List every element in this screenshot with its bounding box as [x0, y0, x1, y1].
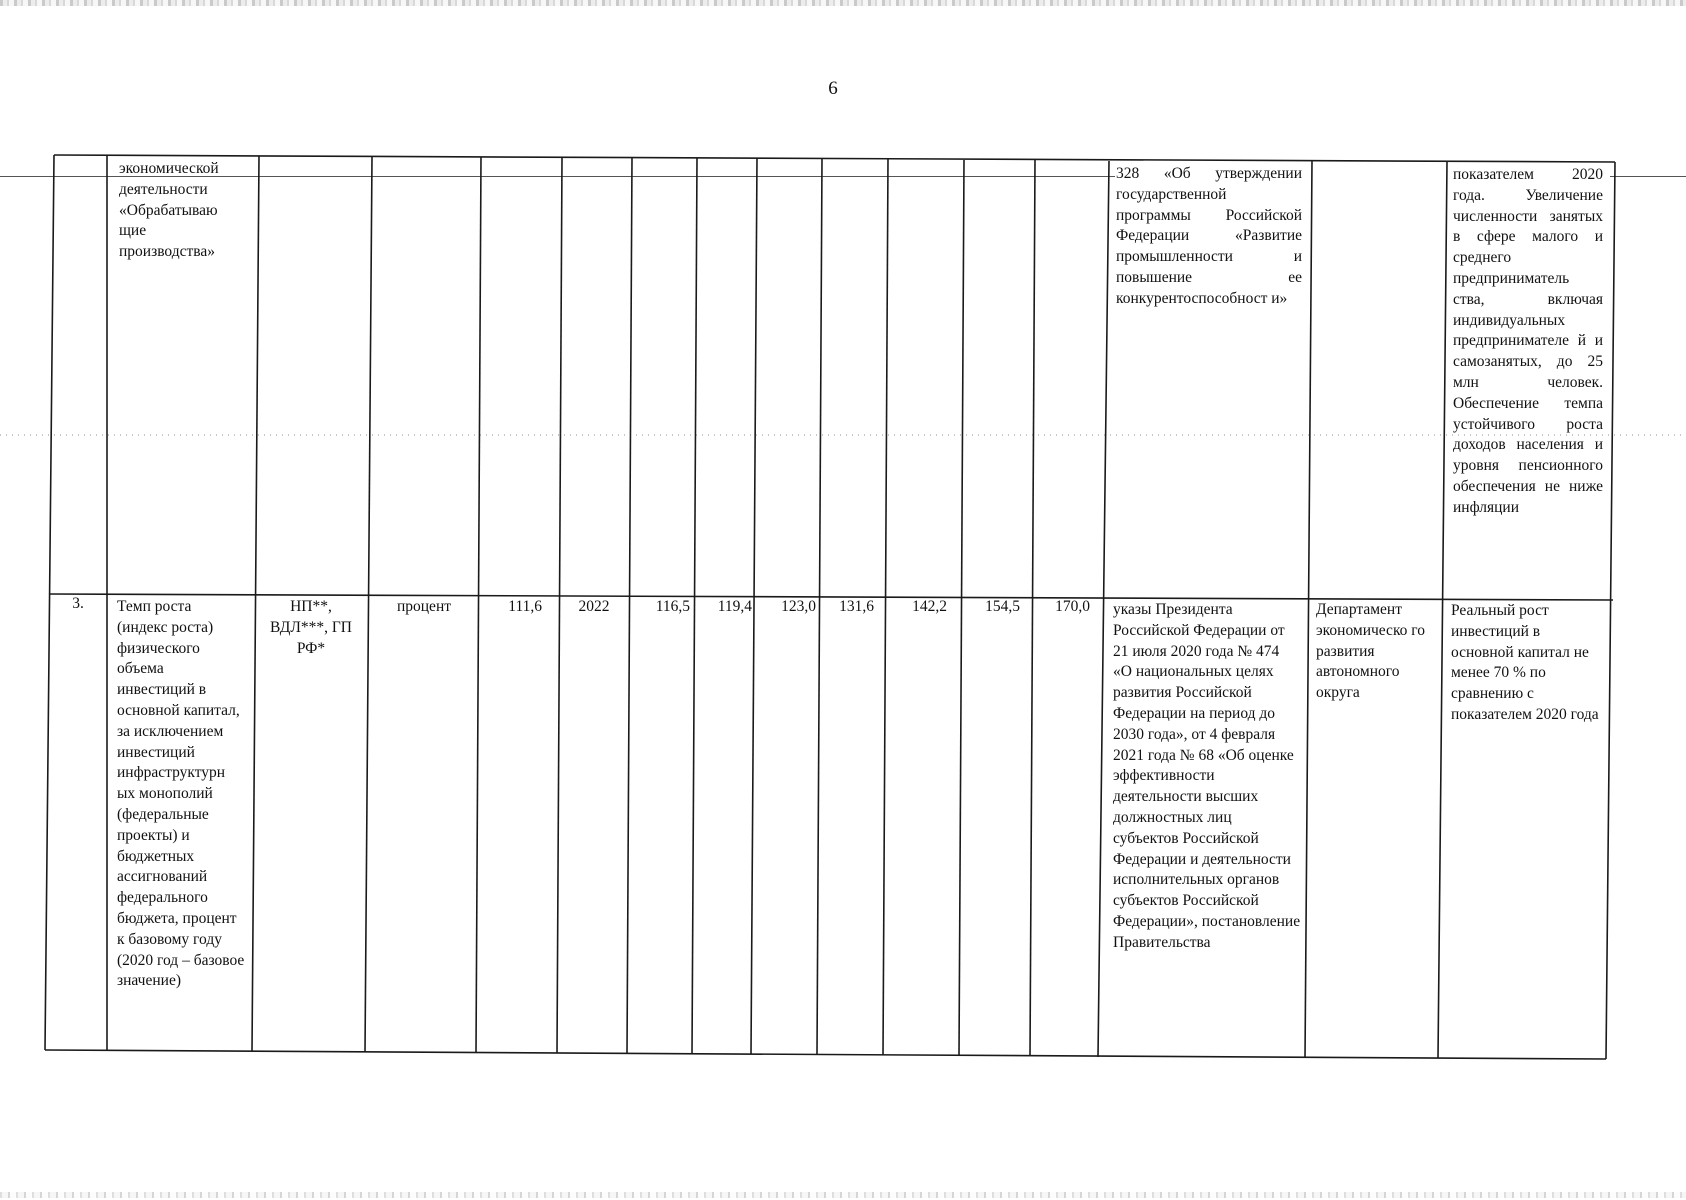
row-3-base-value: 111,6	[508, 598, 542, 615]
scan-edge-top	[0, 0, 1686, 6]
row-3-number: 3.	[72, 595, 84, 612]
scan-fold-line-right	[1610, 176, 1686, 177]
scan-edge-bottom	[0, 1192, 1686, 1198]
continued-expected-result-cell: показателем 2020 года. Увеличение численности занятых в сфере малого и среднего предприниматель ства, включая индивидуальных предпринимателе й и самозанятых, до 25 млн человек. Обеспечение темпа устойчивого роста доходов населения и уровня пенсионного обеспечения не ниже инфляции	[1453, 166, 1603, 516]
continued-legal-basis-cell	[1116, 164, 1302, 310]
scan-fold-dots	[0, 434, 1686, 436]
row-3-value-2: 119,4	[717, 598, 752, 615]
row-3-value-3: 123,0	[781, 598, 816, 615]
row-3-indicator: Темп роста (индекс роста) физического объема инвестиций в основной капитал, за исключением инвестиций инфраструктурн ых монополий (федеральные проекты) и бюджетных ассигнований федерального бюджета, процент к базовому году (2020 год – базовое значение)	[117, 598, 245, 990]
row-3-value-4: 131,6	[839, 598, 874, 615]
row-3-responsible: Департамент экономическо го развития автономного округа	[1316, 601, 1426, 702]
row-3-level: НП**, ВДЛ***, ГП РФ*	[270, 598, 352, 657]
continued-legal-basis-text: 328 «Об утверждении государственной программы Российской Федерации «Развитие промышленности и повышение ее конкурентоспособност и»	[1116, 165, 1302, 307]
row-3-value-7: 170,0	[1055, 598, 1090, 615]
row-3-value-1: 116,5	[655, 598, 690, 615]
row-3-value-6: 154,5	[985, 598, 1020, 615]
continued-indicator-cell: экономической деятельности «Обрабатываю щие производства»	[119, 160, 219, 261]
row-3-base-year: 2022	[578, 598, 610, 615]
page-number: 6	[828, 78, 838, 99]
row-3-unit: процент	[396, 598, 452, 615]
row-3-value-5: 142,2	[912, 598, 947, 615]
row-3-expected-result: Реальный рост инвестиций в основной капитал не менее 70 % по сравнению с показателем 2020 года	[1451, 602, 1599, 723]
row-3-legal-basis: указы Президента Российской Федерации от 21 июля 2020 года № 474 «О национальных целях развития Российской Федерации на период до 2030 года», от 4 февраля 2021 года № 68 «Об оценке эффективности деятельности высших должностных лиц субъектов Российской Федерации и деятельности исполнительных органов субъектов Российской Федерации», постановление Правительства	[1113, 601, 1301, 951]
